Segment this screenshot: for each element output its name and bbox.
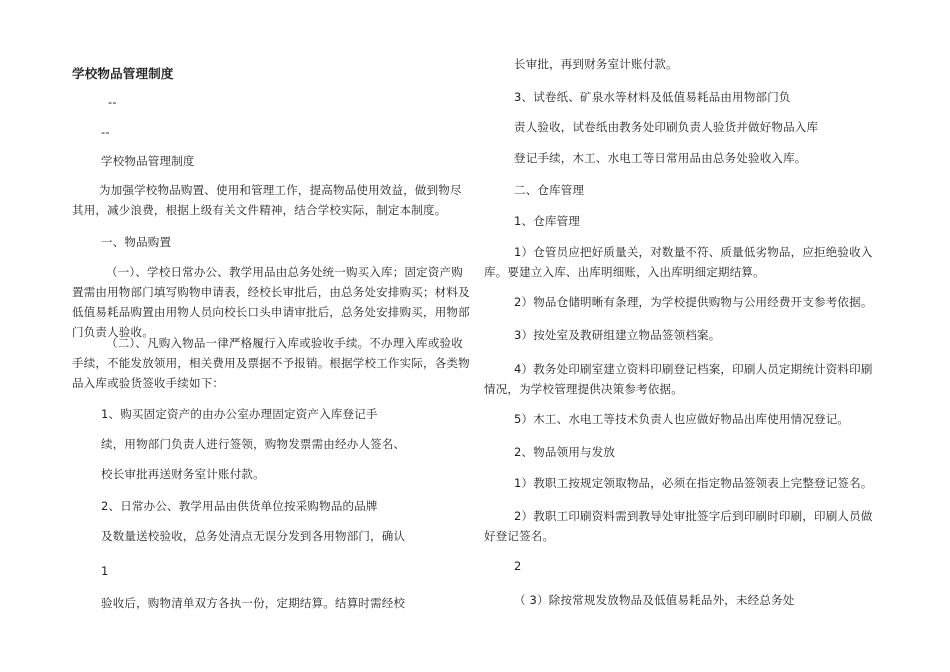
intro-paragraph: 为加强学校物品购置、使用和管理工作，提高物品使用效益，做到物尽其用，减少浪费，根据上级有关文件精神，结合学校实际，制定本制度。 bbox=[72, 183, 462, 217]
paragraph: 1）教职工按规定领取物品，必须在指定物品签领表上完整登记签名。 bbox=[514, 476, 873, 490]
paragraph: 2）教职工印刷资料需到教导处审批签字后到印刷时印刷，印刷人员做好登记签名。 bbox=[484, 509, 873, 543]
page-number: 1 bbox=[101, 564, 109, 578]
paragraph-line: 3、试卷纸、矿泉水等材料及低值易耗品由用物部门负 bbox=[514, 90, 791, 104]
separator: -- bbox=[108, 95, 117, 109]
paragraph: 5）木工、水电工等技术负责人也应做好物品出库使用情况登记。 bbox=[514, 412, 850, 426]
paragraph: （一）、学校日常办公、教学用品由总务处统一购买入库；固定资产购置需由用物部门填写购物申请表，经校长审批后，由总务处安排购买；材料及低值易耗品购置由用物人员向校长口头申请审批后，总务处安排购买，用物部门负责人验收。 bbox=[72, 265, 470, 339]
list-item-line: 1、购买固定资产的由办公室办理固定资产入库登记手 bbox=[101, 407, 378, 421]
subsection-heading: 1、仓库管理 bbox=[514, 214, 581, 228]
list-item-line: 2、日常办公、教学用品由供货单位按采购物品的品牌 bbox=[101, 499, 378, 513]
paragraph: 4）教务处印刷室建立资料印刷登记档案，印刷人员定期统计资料印刷情况，为学校管理提供决策参考依据。 bbox=[484, 362, 873, 396]
paragraph-line: 长审批，再到财务室计账付款。 bbox=[514, 57, 678, 71]
list-item-line: 续，用物部门负责人进行签领，购物发票需由经办人签名、 bbox=[101, 437, 406, 451]
section-heading: 一、物品购置 bbox=[101, 235, 172, 249]
paragraph: （二）、凡购入物品一律严格履行入库或验收手续。不办理入库或验收手续，不能发放领用，相关费用及票据不予报销。根据学校工作实际，各类物品入库或验货签收手续如下： bbox=[72, 336, 470, 390]
paragraph: 3）按处室及教研组建立物品签领档案。 bbox=[514, 328, 721, 342]
document-subtitle: 学校物品管理制度 bbox=[101, 154, 195, 168]
page-number: 2 bbox=[514, 559, 522, 573]
document-title: 学校物品管理制度 bbox=[72, 66, 174, 81]
list-item-line: 及数量送校验收，总务处清点无误分发到各用物部门，确认 bbox=[101, 529, 406, 543]
section-heading: 二、仓库管理 bbox=[514, 183, 585, 197]
paragraph-line: 登记手续，木工、水电工等日常用品由总务处验收入库。 bbox=[514, 151, 807, 165]
subsection-heading: 2、物品领用与发放 bbox=[514, 445, 616, 459]
paragraph-line: 责人验收，试卷纸由教务处印刷负责人验货并做好物品入库 bbox=[514, 120, 819, 134]
list-item-line: 验收后，购物清单双方各执一份，定期结算。结算时需经校 bbox=[101, 596, 406, 610]
list-item-line: 校长审批再送财务室计账付款。 bbox=[101, 467, 265, 481]
paragraph-line: （ 3）除按常规发放物品及低值易耗品外，未经总务处 bbox=[514, 593, 795, 607]
paragraph: 2）物品仓储明晰有条理，为学校提供购物与公用经费开支参考依据。 bbox=[514, 295, 873, 309]
paragraph: 1）仓管员应把好质量关，对数量不符、质量低劣物品，应拒绝验收入库。要建立入库、出库明细账，入出库明细定期结算。 bbox=[484, 245, 873, 279]
separator: -- bbox=[101, 125, 110, 139]
